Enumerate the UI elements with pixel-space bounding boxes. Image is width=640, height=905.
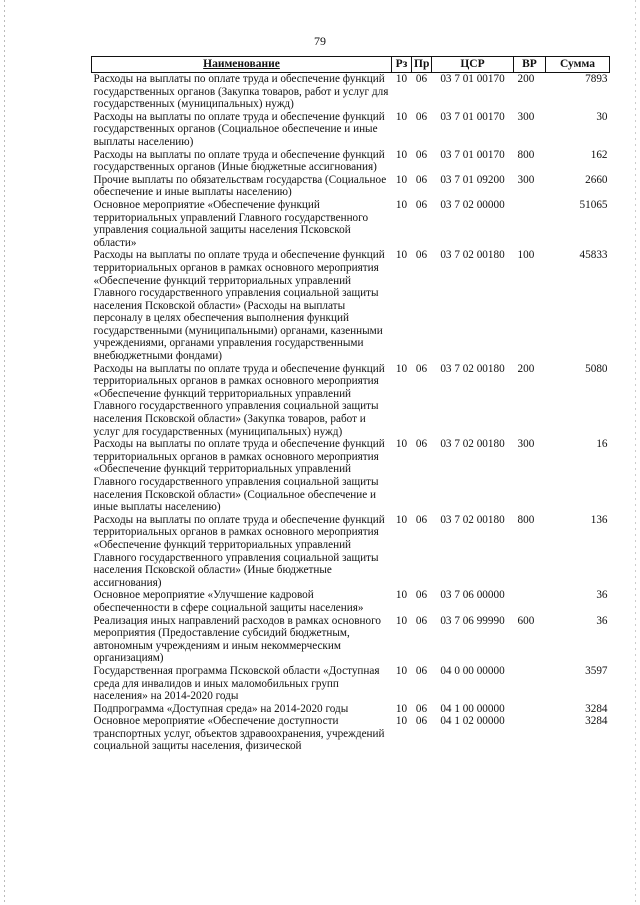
cell-csr: 03 7 02 00000 [440,198,505,211]
cell-sum: 16 [596,438,608,451]
column-header-sum: Сумма [546,57,610,73]
cell-vr [514,199,546,249]
budget-table [91,56,610,753]
cell-name: Расходы на выплаты по оплате труда и обеспечение функций государственных органов (Закупка товаров, работ и услуг для государственных (муниципальных) нужд) [93,73,389,111]
cell-pr: 06 [415,198,428,211]
cell-vr: 100 [517,249,535,262]
cell-vr: 300 [517,110,535,123]
cell-vr: 200 [517,73,535,85]
cell-name: Основное мероприятие «Обеспечение функций территориальных управлений Главного государственного управления социальной защиты населения Псковской области» [93,198,369,249]
table-row [92,363,610,439]
cell-name: Основное мероприятие «Обеспечение доступности транспортных услуг, объектов здравоохранения, учреждений социальной защиты населения, физической [93,715,385,753]
cell-vr [514,715,546,753]
cell-pr: 06 [415,110,428,123]
cell-pr: 06 [415,614,428,627]
column-header-rz: Рз [392,57,412,73]
cell-rz: 10 [395,513,408,526]
column-header-pr: Пр [412,57,432,73]
cell-sum: 3597 [585,664,608,677]
table-row [92,249,610,362]
cell-vr [514,665,546,703]
cell-csr: 03 7 02 00180 [440,438,505,451]
cell-sum: 36 [596,589,608,602]
cell-csr: 03 7 01 00170 [440,73,505,85]
cell-pr: 06 [415,173,428,186]
cell-sum: 51065 [579,198,608,211]
cell-sum: 2660 [585,173,608,186]
cell-name: Подпрограмма «Доступная среда» на 2014-2020 годы [93,702,349,715]
cell-vr: 800 [517,148,535,161]
cell-vr: 200 [517,362,535,375]
cell-pr: 06 [415,249,428,262]
header-row [92,57,610,73]
cell-rz: 10 [395,715,408,728]
cell-csr: 03 7 02 00180 [440,362,505,375]
cell-rz: 10 [395,589,408,602]
cell-csr: 03 7 06 00000 [440,589,505,602]
cell-pr: 06 [415,438,428,451]
cell-pr: 06 [415,73,428,85]
cell-rz: 10 [395,198,408,211]
cell-rz: 10 [395,148,408,161]
cell-csr: 03 7 02 00180 [440,513,505,526]
table-header [92,57,610,73]
table-row [92,199,610,249]
cell-sum: 162 [590,148,608,161]
page-number: 79 [314,34,326,48]
cell-vr [514,589,546,614]
table-row [92,715,610,753]
cell-sum: 3284 [585,702,608,715]
scan-edge-left [4,0,5,905]
cell-rz: 10 [395,249,408,262]
cell-pr: 06 [415,715,428,728]
column-header-csr: ЦСР [432,57,514,73]
cell-vr: 600 [517,614,535,627]
table-row [92,73,610,111]
table-row [92,438,610,514]
table-row [92,514,610,590]
cell-sum: 3284 [585,715,608,728]
column-header-name: Наименование [92,57,392,73]
cell-csr: 03 7 01 09200 [440,173,505,186]
cell-sum: 45833 [579,249,608,262]
cell-name: Расходы на выплаты по оплате труда и обеспечение функций территориальных органов в рамках основного мероприятия «Обеспечение функций территориальных управлений Главного государственного управления социальной защиты населения Псковской области» (Расходы на выплаты персоналу в целях обеспечения выполнения функций государственными (муниципальными) органами, казенными учреждениями, органами управления государственными внебюджетными фондами) [93,249,385,363]
column-header-vr: ВР [514,57,546,73]
cell-pr: 06 [415,664,428,677]
cell-sum: 7893 [585,73,608,85]
cell-pr: 06 [415,513,428,526]
cell-pr: 06 [415,589,428,602]
cell-csr: 04 1 00 00000 [440,702,505,715]
cell-pr: 06 [415,362,428,375]
cell-rz: 10 [395,362,408,375]
cell-csr: 03 7 02 00180 [440,249,505,262]
cell-rz: 10 [395,110,408,123]
table-row [92,665,610,703]
cell-name: Прочие выплаты по обязательствам государства (Социальное обеспечение и иные выплаты населению) [93,173,387,199]
cell-name: Расходы на выплаты по оплате труда и обеспечение функций государственных органов (Иные бюджетные ассигнования) [93,148,385,174]
cell-csr: 03 7 01 00170 [440,110,505,123]
cell-csr: 03 7 06 99990 [440,614,505,627]
cell-name: Расходы на выплаты по оплате труда и обеспечение функций территориальных органов в рамках основного мероприятия «Обеспечение функций территориальных управлений Главного государственного управления социальной защиты населения Псковской области» (Социальное обеспечение и иные выплаты населению) [93,438,385,514]
cell-name: Расходы на выплаты по оплате труда и обеспечение функций государственных органов (Социальное обеспечение и иные выплаты населению) [93,110,385,148]
cell-rz: 10 [395,438,408,451]
cell-pr: 06 [415,148,428,161]
cell-name: Реализация иных направлений расходов в рамках основного мероприятия (Предоставление субсидий бюджетным, автономным учреждениям и иным некоммерческим организациям) [93,614,381,665]
cell-rz: 10 [395,702,408,715]
table-body [92,73,610,754]
cell-sum: 36 [596,614,608,627]
cell-vr: 800 [517,513,535,526]
cell-sum: 5080 [585,362,608,375]
cell-name: Основное мероприятие «Улучшение кадровой обеспеченности в сфере социальной защиты населения» [93,589,364,614]
scan-edge-right [635,0,636,905]
cell-vr [514,703,546,716]
cell-vr: 300 [517,438,535,451]
table-row [92,174,610,199]
cell-csr: 03 7 01 00170 [440,148,505,161]
cell-name: Государственная программа Псковской области «Доступная среда для инвалидов и иных маломобильных групп населения» на 2014-2020 годы [93,664,380,703]
cell-csr: 04 1 02 00000 [440,715,505,728]
cell-pr: 06 [415,702,428,715]
cell-name: Расходы на выплаты по оплате труда и обеспечение функций территориальных органов в рамках основного мероприятия «Обеспечение функций территориальных управлений Главного государственного управления социальной защиты населения Псковской области» (Закупка товаров, работ и услуг для государственных (муниципальных) нужд) [93,362,385,438]
cell-rz: 10 [395,614,408,627]
table-row [92,589,610,614]
table-row [92,703,610,716]
cell-rz: 10 [395,173,408,186]
table-row [92,149,610,174]
cell-rz: 10 [395,73,408,85]
cell-csr: 04 0 00 00000 [440,664,505,677]
cell-sum: 30 [596,110,608,123]
table-row [92,615,610,665]
cell-vr: 300 [517,173,535,186]
cell-name: Расходы на выплаты по оплате труда и обеспечение функций территориальных органов в рамках основного мероприятия «Обеспечение функций территориальных управлений Главного государственного управления социальной защиты населения Псковской области» (Иные бюджетные ассигнования) [93,513,385,589]
table-row [92,111,610,149]
cell-rz: 10 [395,664,408,677]
cell-sum: 136 [590,513,608,526]
